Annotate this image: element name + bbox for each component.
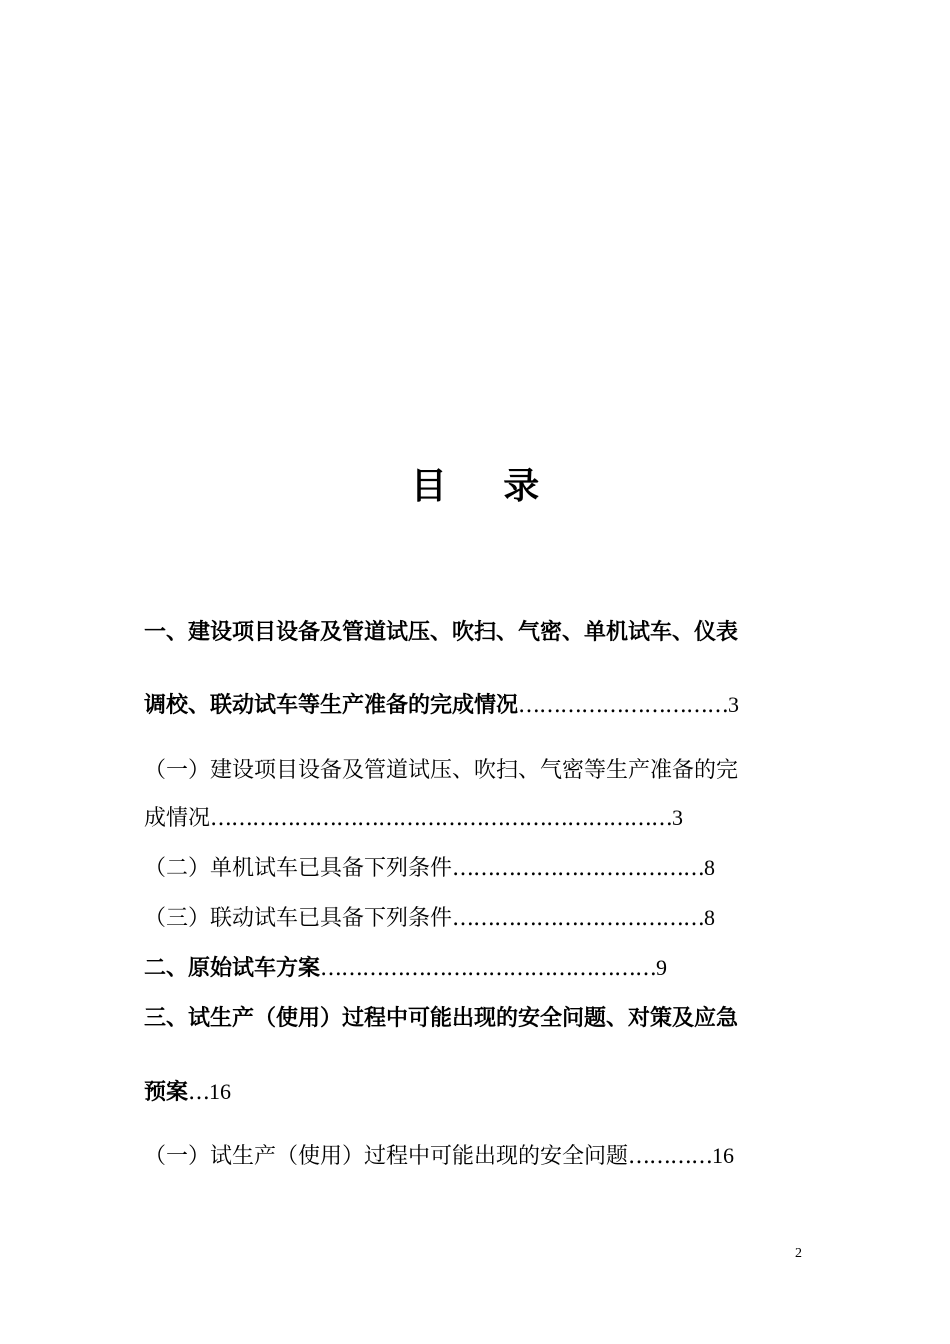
toc-entry-text: （二）单机试车已具备下列条件 [144,856,453,881]
page-number: 2 [795,1246,802,1261]
toc-entry-section-1[interactable] [144,618,738,648]
toc-page-number: 8 [704,855,716,880]
toc-entry-text: （三）联动试车已具备下列条件 [144,906,453,931]
toc-entry-text: 二、原始试车方案 [144,956,321,981]
toc-entry-subsection-3-1[interactable] [144,1141,734,1172]
toc-entry-subsection-1-2[interactable] [144,853,715,884]
toc-entry-subsection-1-3[interactable] [144,903,715,934]
page-title: 目 录 [410,466,562,507]
toc-entry-text: 一、建设项目设备及管道试压、吹扫、气密、单机试车、仪表 [144,620,739,645]
toc-entry-section-1-cont[interactable] [144,690,739,721]
toc-entry-text: 成情况 [144,806,211,831]
toc-leader-dots: … [188,1080,210,1105]
toc-entry-text: 调校、联动试车等生产准备的完成情况 [144,693,519,718]
toc-leader-dots: ………………………… [518,693,729,718]
toc-page-number: 16 [209,1079,232,1104]
toc-page-number: 3 [728,692,740,717]
toc-entry-section-3-cont[interactable] [144,1077,231,1108]
toc-page-number: 8 [704,905,716,930]
toc-entry-text: （一）试生产（使用）过程中可能出现的安全问题 [144,1144,629,1169]
toc-page-number: 3 [672,805,684,830]
toc-leader-dots: ………………………………………………………… [210,806,673,831]
toc-entry-section-3[interactable] [144,1004,738,1034]
toc-entry-subsection-1-1[interactable] [144,756,738,786]
toc-entry-section-2[interactable] [144,953,667,984]
toc-leader-dots: ………… [628,1144,713,1169]
toc-page-number: 16 [712,1143,735,1168]
toc-entry-text: 三、试生产（使用）过程中可能出现的安全问题、对策及应急 [144,1006,739,1031]
toc-leader-dots: ………………………………………… [320,956,657,981]
toc-leader-dots: ……………………………… [452,906,705,931]
toc-entry-text: （一）建设项目设备及管道试压、吹扫、气密等生产准备的完 [144,758,739,783]
toc-entry-subsection-1-1-cont[interactable] [144,803,683,834]
toc-leader-dots: ……………………………… [452,856,705,881]
toc-page-number: 9 [656,955,668,980]
toc-entry-text: 预案 [144,1080,189,1105]
